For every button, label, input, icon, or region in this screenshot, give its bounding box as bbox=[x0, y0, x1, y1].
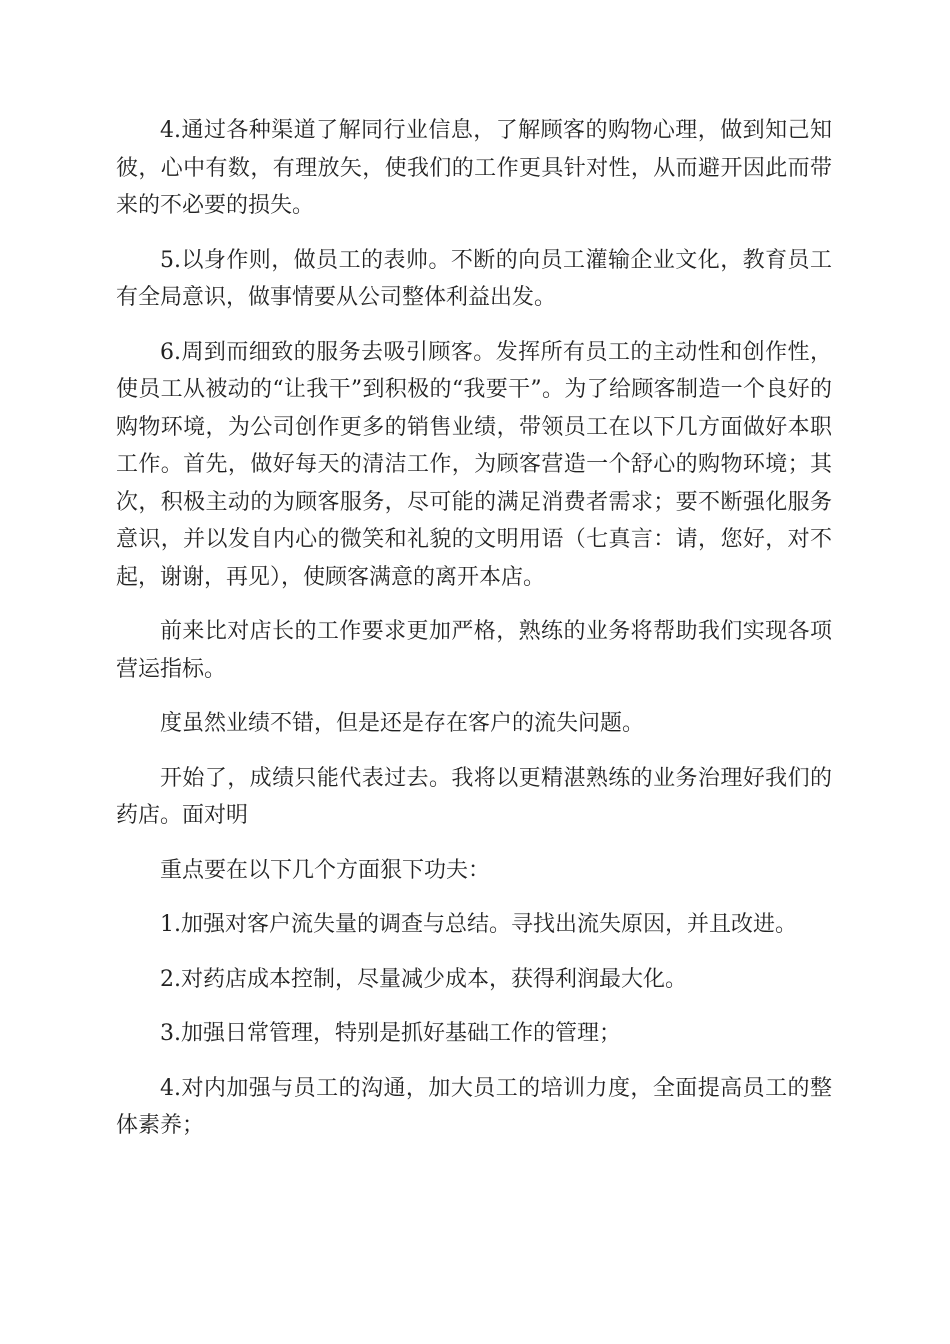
document-body bbox=[116, 112, 832, 1162]
paragraph-item-5-lead-by-example: 5.以身作则，做员工的表帅。不断的向员工灌输企业文化，教育员工有全局意识，做事情要从公司整体利益出发。 bbox=[116, 247, 832, 310]
paragraph-new-start: 开始了，成绩只能代表过去。我将以更精湛熟练的业务治理好我们的药店。面对明 bbox=[116, 765, 832, 828]
paragraph-focus-item-4: 4.对内加强与员工的沟通，加大员工的培训力度，全面提高员工的整体素养； bbox=[116, 1075, 832, 1138]
paragraph-item-6-customer-service: 6.周到而细致的服务去吸引顾客。发挥所有员工的主动性和创作性，使员工从被动的“让我干”到积极的“我要干”。为了给顾客制造一个良好的购物环境，为公司创作更多的销售业绩，带领员工在以下几方面做好本职工作。首先，做好每天的清洁工作，为顾客营造一个舒心的购物环境；其次，积极主动的为顾客服务，尽可能的满足消费者需求；要不断强化服务意识，并以发自内心的微笑和礼貌的文明用语（七真言：请，您好，对不起，谢谢，再见），使顾客满意的离开本店。 bbox=[116, 339, 832, 590]
paragraph-focus-item-2: 2.对药店成本控制，尽量减少成本，获得利润最大化。 bbox=[160, 966, 687, 992]
paragraph-customer-loss: 度虽然业绩不错，但是还是存在客户的流失问题。 bbox=[160, 711, 645, 736]
paragraph-focus-item-3: 3.加强日常管理，特别是抓好基础工作的管理； bbox=[160, 1021, 621, 1046]
paragraph-item-4-market-research: 4.通过各种渠道了解同行业信息，了解顾客的购物心理，做到知己知彼，心中有数，有理放矢，使我们的工作更具针对性，从而避开因此而带来的不必要的损失。 bbox=[116, 118, 832, 218]
paragraph-focus-intro: 重点要在以下几个方面狠下功夫： bbox=[160, 857, 491, 883]
paragraph-focus-item-1: 1.加强对客户流失量的调查与总结。寻找出流失原因，并且改进。 bbox=[160, 912, 797, 937]
paragraph-manager-requirements: 前来比对店长的工作要求更加严格，熟练的业务将帮助我们实现各项营运指标。 bbox=[116, 619, 832, 682]
